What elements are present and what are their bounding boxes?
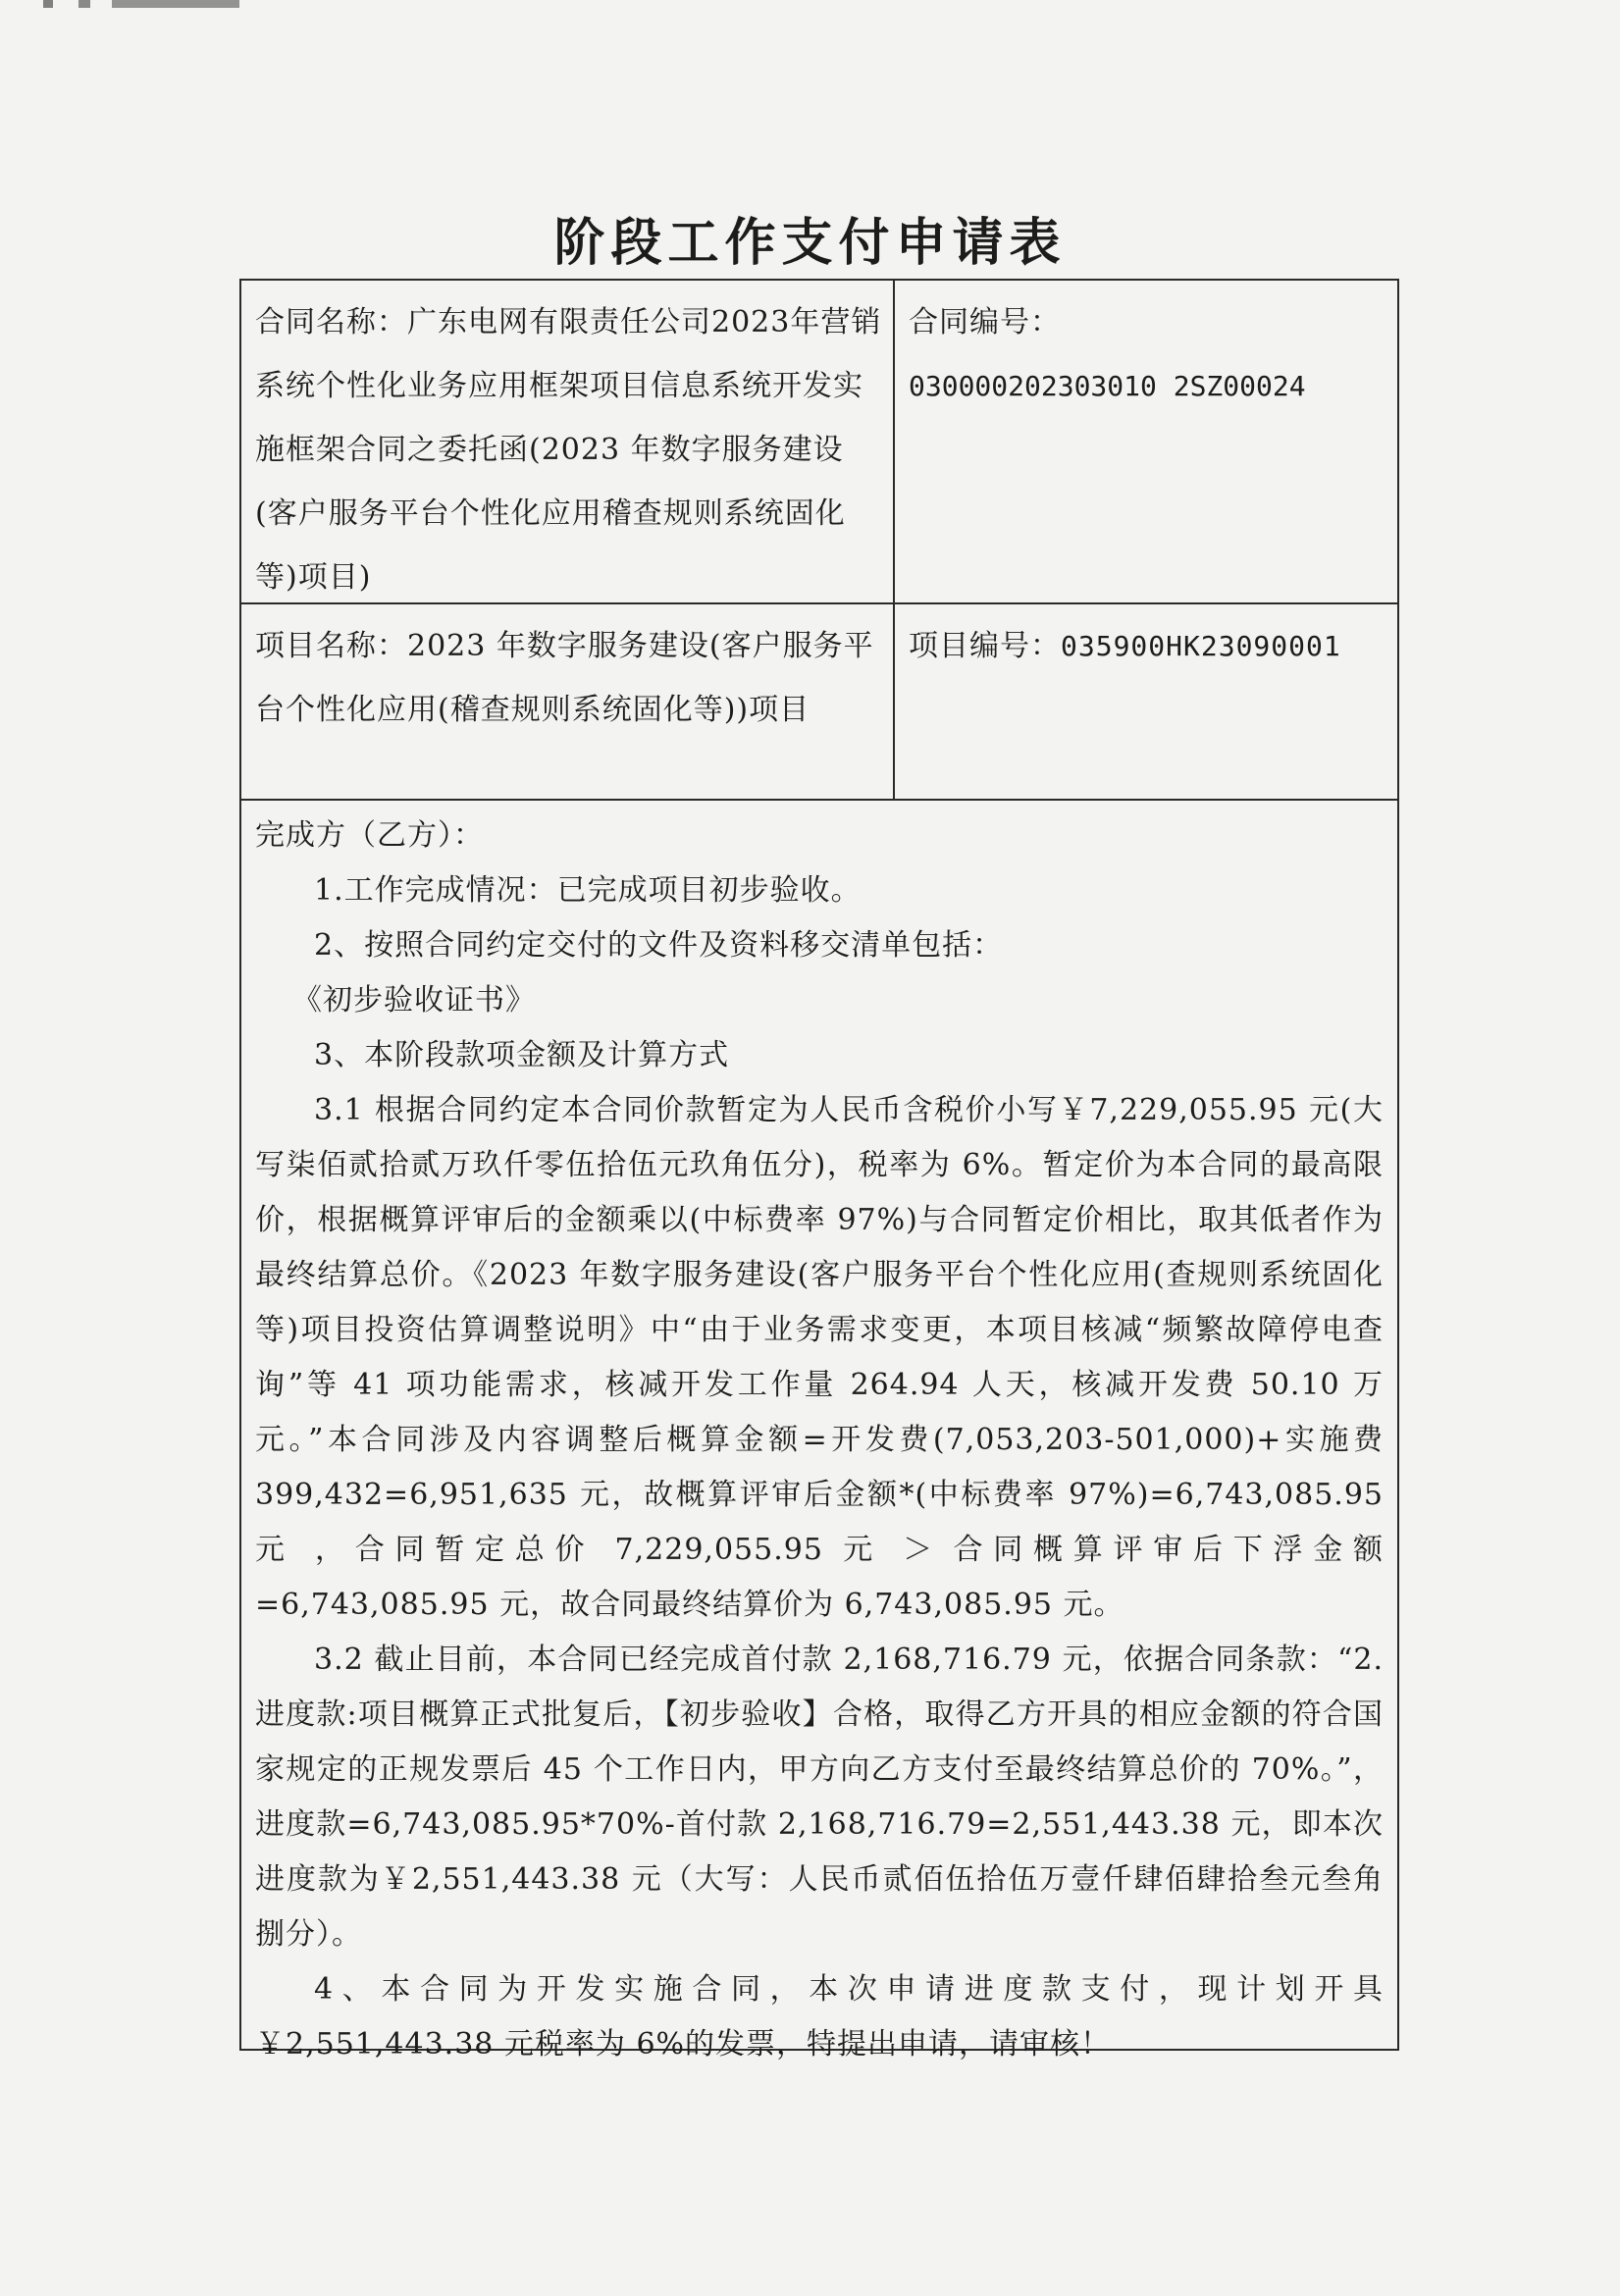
item-2: 2、按照合同约定交付的文件及资料移交清单包括： xyxy=(314,928,1004,963)
item-3-1: 3.1 根据合同约定本合同价款暂定为人民币含税价小写￥7,229,055.95 元(大写柒佰贰拾贰万玖仟零伍拾伍元玖角伍分)，税率为 6%。暂定价为本合同的最高限价，根据概算评审后的金额乘以(中标费率 97%)与合同暂定价相比，取其低者作为最终结算总价。《2023 年数字服务建设(客户服务平台个性化应用(查规则系统固化等)项目投资估算调整说明》中“由于业务需求变更，本项目核减“频繁故障停电查询”等 41 项功能需求，核减开发工作量 264.94 人天，核减开发费 50.10 万元。”本合同涉及内容调整后概算金额=开发费(7,053,203-501,000)+实施费 399,432=6,951,635 元，故概算评审后金额*(中标费率 97%)=6,743,085.95 元 ，合同暂定总价 7,229,055.95 元 ＞ 合同概算评审后下浮金额=6,743,085.95 元，故合同最终结算价为 6,743,085.95 元。 xyxy=(255,1093,1384,1622)
project-number-value: 035900HK23090001 xyxy=(1061,630,1341,662)
body-row xyxy=(241,801,1397,2061)
contract-number-value: 030000202303010 2SZ00024 xyxy=(909,370,1306,402)
scan-edge-mark xyxy=(43,0,239,8)
project-name-value: 2023 年数字服务建设(客户服务平台个性化应用(稽查规则系统固化等))项目 xyxy=(255,629,874,727)
item-2-document: 《初步验收证书》 xyxy=(292,983,536,1018)
document-title: 阶段工作支付申请表 xyxy=(553,213,1067,273)
contract-number-cell xyxy=(895,281,1397,602)
item-3: 3、本阶段款项金额及计算方式 xyxy=(314,1038,730,1072)
body-cell xyxy=(241,801,1397,2061)
project-number-label: 项目编号： xyxy=(909,629,1061,663)
contract-name-label: 合同名称： xyxy=(255,305,407,339)
contract-name-value: 广东电网有限责任公司2023年营销系统个性化业务应用框架项目信息系统开发实施框架合同之委托函(2023 年数字服务建设(客户服务平台个性化应用稽查规则系统固化等)项目) xyxy=(255,305,882,595)
item-3-2: 3.2 截止目前，本合同已经完成首付款 2,168,716.79 元，依据合同条款：“2.进度款:项目概算正式批复后，【初步验收】合格，取得乙方开具的相应金额的符合国家规定的正规发票后 45 个工作日内，甲方向乙方支付至最终结算总价的 70%。”，进度款=6,743,085.95*70%-首付款 2,168,716.79=2,551,443.38 元，即本次进度款为￥2,551,443.38 元（大写：人民币贰佰伍拾伍万壹仟肆佰肆拾叁元叁角捌分）。 xyxy=(255,1643,1384,1952)
project-name-label: 项目名称： xyxy=(255,629,407,663)
contract-name-cell xyxy=(241,281,895,602)
item-1: 1.工作完成情况：已完成项目初步验收。 xyxy=(314,873,862,908)
contract-number-label: 合同编号： xyxy=(909,305,1061,339)
party-line: 完成方（乙方）： xyxy=(255,818,484,853)
project-name-text xyxy=(255,614,883,742)
project-row xyxy=(241,604,1397,801)
contract-name-text xyxy=(255,290,883,609)
item-4: 4、本合同为开发实施合同，本次申请进度款支付，现计划开具￥2,551,443.38 元税率为 6%的发票，特提出申请，请审核！ xyxy=(255,1972,1384,2061)
project-number-text xyxy=(909,614,1385,678)
project-name-cell xyxy=(241,604,895,799)
payment-application-form xyxy=(239,279,1399,2061)
project-number-cell xyxy=(895,604,1397,799)
contract-row xyxy=(241,281,1397,604)
